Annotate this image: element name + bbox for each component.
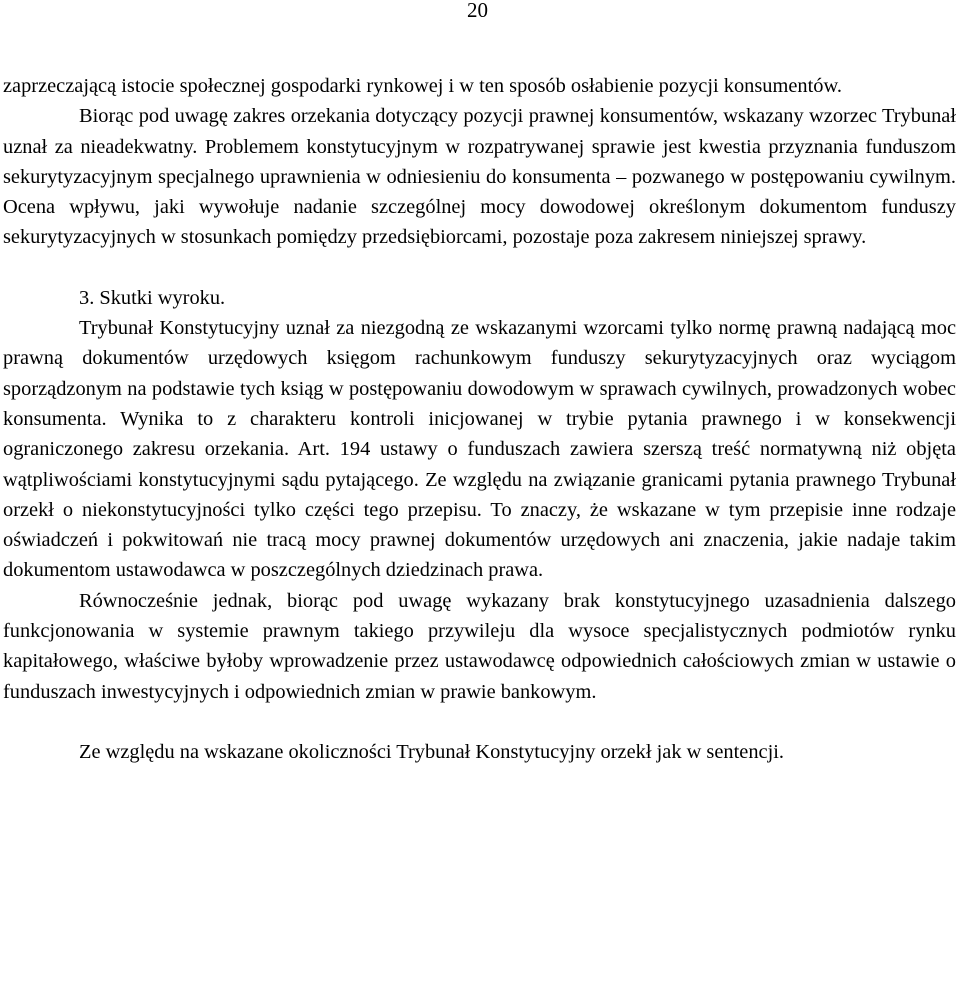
paragraph-continuation: zaprzeczającą istocie społecznej gospodarki rynkowej i w ten sposób osłabienie pozycji konsumentów. — [3, 75, 842, 97]
page-number: 20 — [467, 0, 488, 22]
paragraph: Równocześnie jednak, biorąc pod uwagę wykazany brak konstytucyjnego uzasadnienia dalszego funkcjonowania w systemie prawnym takiego przywileju dla wysoce specjalistycznych podmiotów rynku kapitałowego, właściwe byłoby wprowadzenie przez ustawodawcę odpowiednich całościowych zmian w ustawie o funduszach inwestycyjnych i odpowiednich zmian w prawie bankowym. — [3, 589, 956, 703]
paragraph: Trybunał Konstytucyjny uznał za niezgodną ze wskazanymi wzorcami tylko normę prawną nadającą moc prawną dokumentów urzędowych księgom rachunkowym funduszy sekurytyzacyjnych oraz wyciągom sporządzonym na podstawie tych ksiąg w postępowaniu dowodowym w sprawach cywilnych, prowadzonych wobec konsumenta. Wynika to z charakteru kontroli inicjowanej w trybie pytania prawnego i w konsekwencji ograniczonego zakresu orzekania. Art. 194 ustawy o funduszach zawiera szerszą treść normatywną niż objęta wątpliwościami konstytucyjnymi sądu pytającego. Ze względu na związanie granicami pytania prawnego Trybunał orzekł o niekonstytucyjności tylko części tego przepisu. To znaczy, że wskazane w tym przepisie inne rodzaje oświadczeń i pokwitowań nie tracą mocy prawnej dokumentów urzędowych ani znaczenia, jakie nadaje takim dokumentom ustawodawca w poszczególnych dziedzinach prawa. — [3, 317, 956, 582]
paragraph: Ze względu na wskazane okoliczności Trybunał Konstytucyjny orzekł jak w sentencji. — [79, 740, 784, 763]
document-body — [3, 71, 956, 767]
paragraph: Biorąc pod uwagę zakres orzekania dotyczący pozycji prawnej konsumentów, wskazany wzorzec Trybunał uznał za nieadekwatny. Problemem konstytucyjnym w rozpatrywanej sprawie jest kwestia przyznania funduszom sekurytyzacyjnym specjalnego uprawnienia w odniesieniu do konsumenta – pozwanego w postępowaniu cywilnym. Ocena wpływu, jaki wywołuje nadanie szczególnej mocy dowodowej określonym dokumentom funduszy sekurytyzacyjnych w stosunkach pomiędzy przedsiębiorcami, pozostaje poza zakresem niniejszej sprawy. — [3, 105, 956, 249]
section-heading: 3. Skutki wyroku. — [79, 286, 226, 309]
